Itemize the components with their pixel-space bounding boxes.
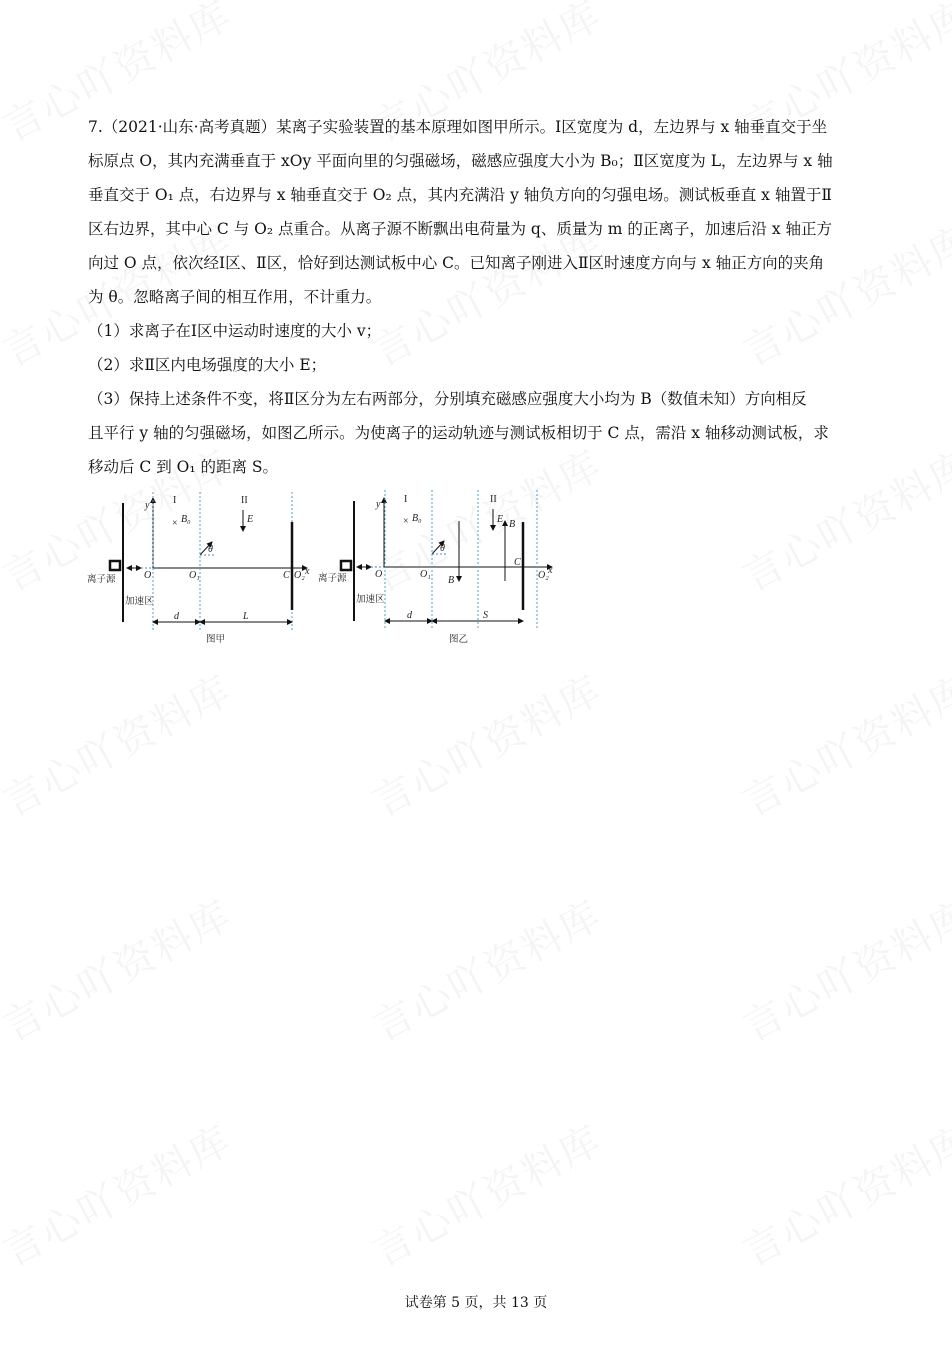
svg-text:y: y [145, 500, 150, 511]
svg-text:B: B [448, 575, 455, 586]
question-line: 且平行 y 轴的匀强磁场，如图乙所示。为使离子的运动轨迹与测试板相切于 C 点，需沿 x 轴移动测试板，求 [88, 424, 829, 442]
watermark [361, 1109, 610, 1278]
svg-text:I: I [173, 495, 177, 506]
ion-source-icon [341, 561, 351, 570]
svg-text:C: C [283, 570, 290, 581]
svg-text:O₁: O₁ [189, 570, 200, 581]
svg-text:B₀: B₀ [412, 513, 422, 524]
svg-text:I: I [404, 494, 408, 505]
svg-text:θ: θ [208, 544, 213, 555]
svg-text:x: x [548, 565, 553, 576]
question-line: 向过 O 点，依次经Ⅰ区、Ⅱ区，恰好到达测试板中心 C。已知离子刚进入Ⅱ区时速度方向与 x 轴正方向的夹角 [88, 254, 825, 272]
svg-text:图乙: 图乙 [449, 634, 469, 645]
svg-text:II: II [490, 494, 497, 505]
svg-text:II: II [241, 495, 248, 506]
question-line: 移动后 C 到 O₁ 的距离 S。 [88, 458, 279, 476]
svg-text:E: E [497, 514, 504, 525]
svg-text:θ: θ [440, 543, 445, 554]
question-line: （2）求Ⅱ区内电场强度的大小 E； [88, 356, 327, 374]
question-line: （3）保持上述条件不变，将Ⅱ区分为左右两部分，分别填充磁感应强度大小均为 B（数值未知）方向相反 [88, 390, 807, 408]
svg-text:图甲: 图甲 [206, 634, 226, 645]
svg-text:x: x [305, 566, 310, 577]
svg-text:L: L [243, 611, 249, 622]
question-line: （1）求离子在Ⅰ区中运动时速度的大小 v； [88, 322, 382, 340]
svg-text:O₁: O₁ [420, 569, 431, 580]
svg-text:离子源: 离子源 [87, 574, 116, 585]
svg-text:加速区: 加速区 [356, 594, 385, 605]
watermark [731, 1109, 952, 1278]
question-line: 标原点 O，其内充满垂直于 xOy 平面向里的匀强磁场，磁感应强度大小为 B₀；Ⅱ区宽度为 L，左边界与 x 轴 [88, 152, 833, 170]
svg-text:离子源: 离子源 [318, 573, 347, 584]
figure-jia [87, 492, 310, 645]
svg-text:C: C [514, 557, 521, 568]
svg-text:O: O [375, 569, 383, 580]
svg-text:E: E [247, 514, 254, 525]
svg-text:d: d [407, 610, 412, 621]
figure-yi [318, 490, 553, 645]
svg-text:O₂: O₂ [294, 570, 305, 581]
watermark [361, 884, 610, 1053]
watermark [0, 884, 241, 1053]
svg-text:O: O [144, 570, 152, 581]
watermark [0, 1109, 241, 1278]
svg-text:y: y [376, 499, 381, 510]
svg-text:B₀: B₀ [181, 514, 191, 525]
page-footer: 试卷第 5 页，共 13 页 [404, 1295, 548, 1311]
question-line: 区右边界，其中心 C 与 O₂ 点重合。从离子源不断飘出电荷量为 q、质量为 m 的正离子，加速后沿 x 轴正方 [88, 220, 832, 238]
svg-text:B: B [509, 519, 516, 530]
ion-source-icon [110, 561, 120, 570]
question-line: 为 θ。忽略离子间的相互作用，不计重力。 [88, 288, 382, 306]
svg-text:×: × [403, 516, 409, 527]
watermark [731, 884, 952, 1053]
svg-text:d: d [174, 611, 179, 622]
question-line: 7.（2021·山东·高考真题）某离子实验装置的基本原理如图甲所示。Ⅰ区宽度为 d，左边界与 x 轴垂直交于坐 [88, 118, 828, 136]
question-line: 垂直交于 O₁ 点，右边界与 x 轴垂直交于 O₂ 点，其内充满沿 y 轴负方向的匀强电场。测试板垂直 x 轴置于Ⅱ [88, 186, 832, 204]
svg-text:S: S [483, 610, 488, 621]
svg-text:×: × [172, 518, 178, 529]
svg-text:加速区: 加速区 [125, 596, 154, 607]
svg-text:O₂: O₂ [538, 570, 549, 581]
